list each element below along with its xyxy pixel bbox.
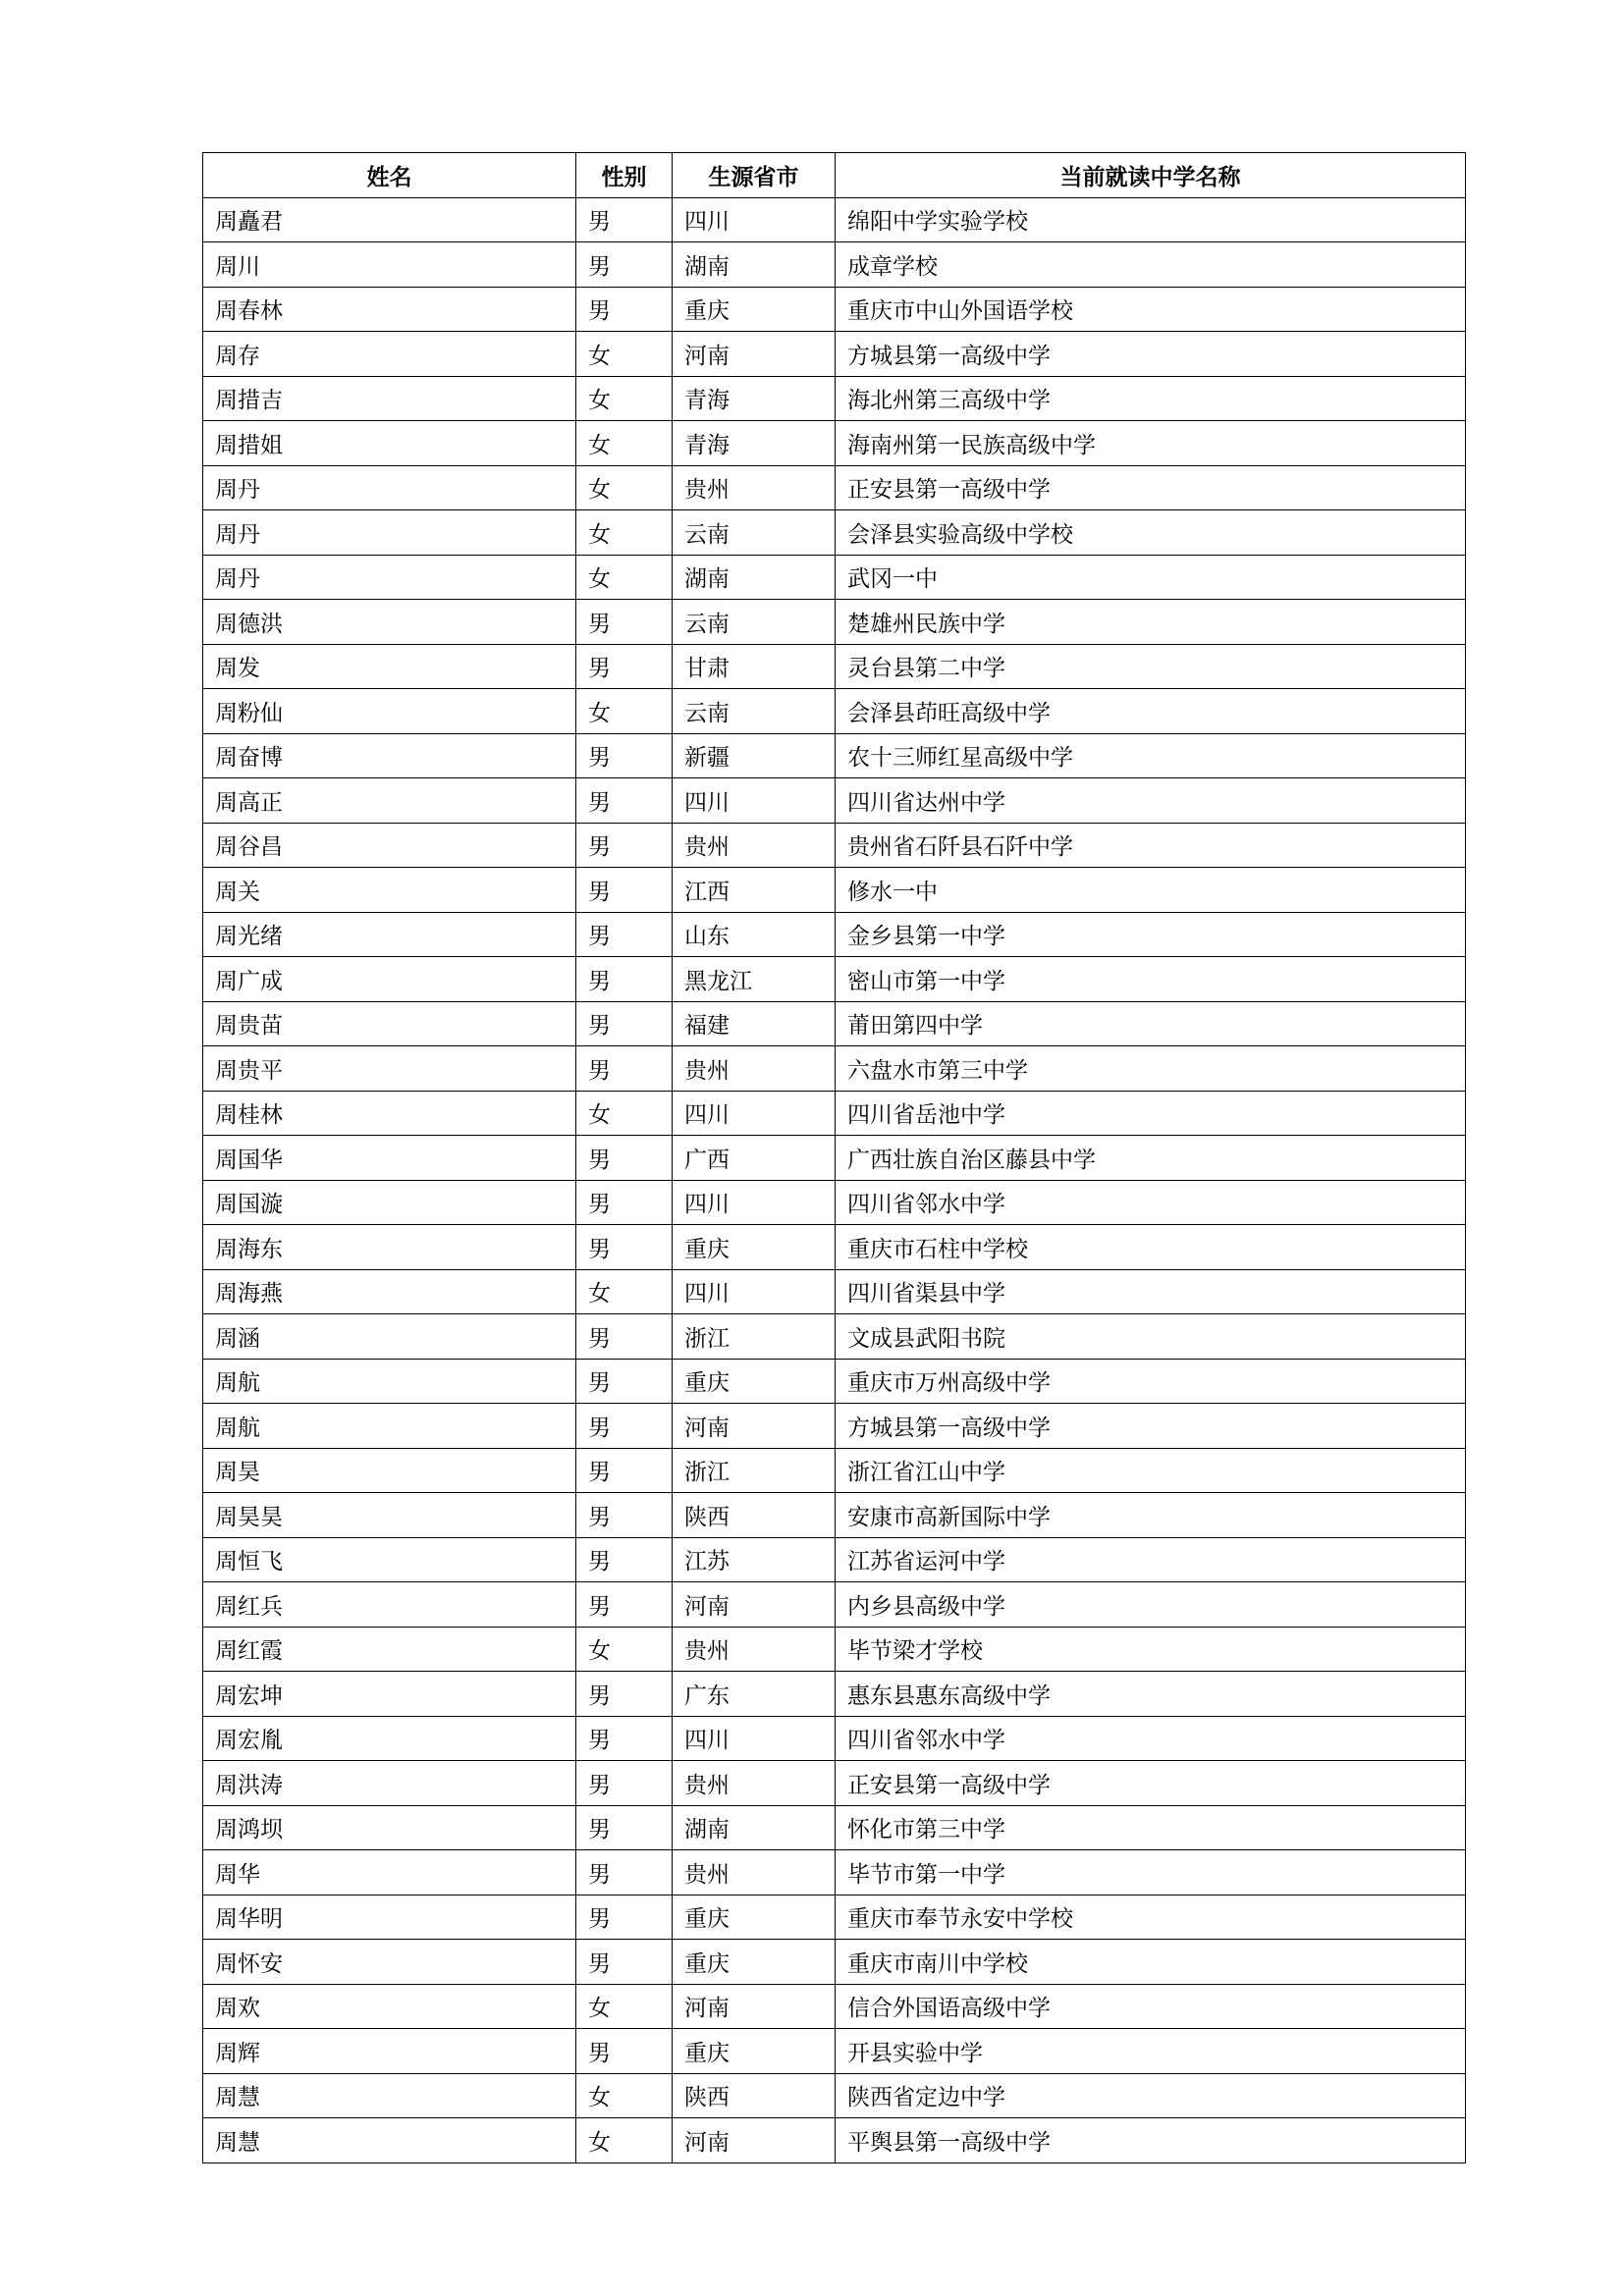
name-cell: 周辉	[203, 2029, 576, 2074]
table-row	[203, 421, 1466, 466]
table-row	[203, 1895, 1466, 1940]
school-cell: 平舆县第一高级中学	[836, 2118, 1466, 2163]
name-cell: 周发	[203, 644, 576, 689]
school-cell: 江苏省运河中学	[836, 1537, 1466, 1582]
gender-cell: 女	[576, 2073, 673, 2118]
table-row	[203, 1136, 1466, 1181]
gender-cell: 男	[576, 1404, 673, 1449]
table-row	[203, 510, 1466, 556]
province-cell: 重庆	[673, 1895, 836, 1940]
name-cell: 周慧	[203, 2118, 576, 2163]
name-cell: 周奋博	[203, 733, 576, 778]
table-row	[203, 1940, 1466, 1985]
table-row	[203, 2073, 1466, 2118]
school-cell: 会泽县实验高级中学校	[836, 510, 1466, 556]
table-row	[203, 868, 1466, 913]
school-cell: 毕节梁才学校	[836, 1627, 1466, 1672]
school-cell: 重庆市奉节永安中学校	[836, 1895, 1466, 1940]
name-cell: 周涵	[203, 1314, 576, 1360]
province-cell: 四川	[673, 1716, 836, 1761]
table-row	[203, 1850, 1466, 1896]
school-cell: 重庆市石柱中学校	[836, 1225, 1466, 1270]
province-cell: 云南	[673, 510, 836, 556]
gender-cell: 男	[576, 1716, 673, 1761]
name-cell: 周海燕	[203, 1269, 576, 1314]
school-cell: 灵台县第二中学	[836, 644, 1466, 689]
province-cell: 江苏	[673, 1537, 836, 1582]
name-cell: 周航	[203, 1359, 576, 1404]
name-cell: 周慧	[203, 2073, 576, 2118]
gender-cell: 女	[576, 510, 673, 556]
table-row	[203, 1180, 1466, 1225]
gender-cell: 男	[576, 912, 673, 957]
table-row	[203, 1046, 1466, 1092]
province-cell: 贵州	[673, 1850, 836, 1896]
name-cell: 周德洪	[203, 600, 576, 645]
province-cell: 重庆	[673, 287, 836, 332]
school-cell: 四川省邻水中学	[836, 1716, 1466, 1761]
table-row	[203, 1091, 1466, 1136]
province-cell: 黑龙江	[673, 957, 836, 1002]
table-row	[203, 332, 1466, 377]
name-cell: 周关	[203, 868, 576, 913]
school-cell: 海南州第一民族高级中学	[836, 421, 1466, 466]
header-gender: 性别	[576, 153, 673, 198]
gender-cell: 女	[576, 1091, 673, 1136]
province-cell: 四川	[673, 778, 836, 824]
school-cell: 楚雄州民族中学	[836, 600, 1466, 645]
province-cell: 青海	[673, 421, 836, 466]
table-row	[203, 2118, 1466, 2163]
province-cell: 云南	[673, 689, 836, 734]
school-cell: 惠东县惠东高级中学	[836, 1672, 1466, 1717]
table-row	[203, 1359, 1466, 1404]
province-cell: 河南	[673, 1984, 836, 2029]
table-row	[203, 1761, 1466, 1806]
table-row	[203, 912, 1466, 957]
province-cell: 四川	[673, 197, 836, 242]
table-row	[203, 689, 1466, 734]
gender-cell: 女	[576, 465, 673, 510]
gender-cell: 男	[576, 1136, 673, 1181]
school-cell: 信合外国语高级中学	[836, 1984, 1466, 2029]
school-cell: 四川省邻水中学	[836, 1180, 1466, 1225]
school-cell: 文成县武阳书院	[836, 1314, 1466, 1360]
province-cell: 陕西	[673, 1493, 836, 1538]
table-row	[203, 957, 1466, 1002]
name-cell: 周桂林	[203, 1091, 576, 1136]
school-cell: 四川省达州中学	[836, 778, 1466, 824]
school-cell: 内乡县高级中学	[836, 1582, 1466, 1628]
gender-cell: 男	[576, 1359, 673, 1404]
table-row	[203, 287, 1466, 332]
gender-cell: 男	[576, 600, 673, 645]
province-cell: 四川	[673, 1180, 836, 1225]
table-row	[203, 376, 1466, 421]
name-cell: 周存	[203, 332, 576, 377]
province-cell: 四川	[673, 1269, 836, 1314]
gender-cell: 男	[576, 1895, 673, 1940]
table-row	[203, 465, 1466, 510]
name-cell: 周高正	[203, 778, 576, 824]
name-cell: 周措吉	[203, 376, 576, 421]
school-cell: 陕西省定边中学	[836, 2073, 1466, 2118]
province-cell: 四川	[673, 1091, 836, 1136]
gender-cell: 男	[576, 1761, 673, 1806]
school-cell: 方城县第一高级中学	[836, 1404, 1466, 1449]
gender-cell: 男	[576, 1448, 673, 1493]
school-cell: 重庆市万州高级中学	[836, 1359, 1466, 1404]
school-cell: 金乡县第一中学	[836, 912, 1466, 957]
province-cell: 河南	[673, 1404, 836, 1449]
name-cell: 周丹	[203, 555, 576, 600]
name-cell: 周鸿坝	[203, 1805, 576, 1850]
table-row	[203, 778, 1466, 824]
gender-cell: 男	[576, 1805, 673, 1850]
gender-cell: 男	[576, 1180, 673, 1225]
school-cell: 怀化市第三中学	[836, 1805, 1466, 1850]
header-school: 当前就读中学名称	[836, 153, 1466, 198]
name-cell: 周广成	[203, 957, 576, 1002]
name-cell: 周措姐	[203, 421, 576, 466]
name-cell: 周航	[203, 1404, 576, 1449]
table-row	[203, 1493, 1466, 1538]
table-row	[203, 1716, 1466, 1761]
gender-cell: 男	[576, 1314, 673, 1360]
gender-cell: 女	[576, 1627, 673, 1672]
province-cell: 陕西	[673, 2073, 836, 2118]
table-row	[203, 1537, 1466, 1582]
province-cell: 河南	[673, 332, 836, 377]
province-cell: 贵州	[673, 1046, 836, 1092]
name-cell: 周昊	[203, 1448, 576, 1493]
gender-cell: 男	[576, 1582, 673, 1628]
gender-cell: 男	[576, 1537, 673, 1582]
table-row	[203, 1672, 1466, 1717]
province-cell: 重庆	[673, 2029, 836, 2074]
province-cell: 浙江	[673, 1448, 836, 1493]
gender-cell: 男	[576, 823, 673, 868]
gender-cell: 女	[576, 421, 673, 466]
name-cell: 周矗君	[203, 197, 576, 242]
gender-cell: 男	[576, 287, 673, 332]
province-cell: 福建	[673, 1001, 836, 1046]
school-cell: 正安县第一高级中学	[836, 1761, 1466, 1806]
name-cell: 周贵平	[203, 1046, 576, 1092]
table-row	[203, 242, 1466, 288]
table-row	[203, 1582, 1466, 1628]
school-cell: 方城县第一高级中学	[836, 332, 1466, 377]
gender-cell: 女	[576, 1269, 673, 1314]
province-cell: 贵州	[673, 1627, 836, 1672]
gender-cell: 男	[576, 1672, 673, 1717]
name-cell: 周春林	[203, 287, 576, 332]
school-cell: 农十三师红星高级中学	[836, 733, 1466, 778]
province-cell: 青海	[673, 376, 836, 421]
name-cell: 周洪涛	[203, 1761, 576, 1806]
name-cell: 周光绪	[203, 912, 576, 957]
gender-cell: 女	[576, 1984, 673, 2029]
name-cell: 周华明	[203, 1895, 576, 1940]
table-row	[203, 644, 1466, 689]
school-cell: 开县实验中学	[836, 2029, 1466, 2074]
name-cell: 周欢	[203, 1984, 576, 2029]
province-cell: 重庆	[673, 1940, 836, 1985]
name-cell: 周红霞	[203, 1627, 576, 1672]
school-cell: 成章学校	[836, 242, 1466, 288]
province-cell: 新疆	[673, 733, 836, 778]
province-cell: 贵州	[673, 465, 836, 510]
name-cell: 周川	[203, 242, 576, 288]
gender-cell: 男	[576, 2029, 673, 2074]
school-cell: 修水一中	[836, 868, 1466, 913]
table-row	[203, 555, 1466, 600]
gender-cell: 男	[576, 242, 673, 288]
gender-cell: 男	[576, 644, 673, 689]
gender-cell: 男	[576, 197, 673, 242]
gender-cell: 女	[576, 555, 673, 600]
school-cell: 海北州第三高级中学	[836, 376, 1466, 421]
name-cell: 周宏坤	[203, 1672, 576, 1717]
gender-cell: 男	[576, 957, 673, 1002]
school-cell: 安康市高新国际中学	[836, 1493, 1466, 1538]
school-cell: 四川省渠县中学	[836, 1269, 1466, 1314]
province-cell: 山东	[673, 912, 836, 957]
name-cell: 周华	[203, 1850, 576, 1896]
gender-cell: 男	[576, 1001, 673, 1046]
table-row	[203, 197, 1466, 242]
gender-cell: 女	[576, 376, 673, 421]
province-cell: 贵州	[673, 1761, 836, 1806]
school-cell: 武冈一中	[836, 555, 1466, 600]
province-cell: 重庆	[673, 1359, 836, 1404]
school-cell: 六盘水市第三中学	[836, 1046, 1466, 1092]
school-cell: 四川省岳池中学	[836, 1091, 1466, 1136]
school-cell: 浙江省江山中学	[836, 1448, 1466, 1493]
name-cell: 周国华	[203, 1136, 576, 1181]
school-cell: 广西壮族自治区藤县中学	[836, 1136, 1466, 1181]
name-cell: 周昊昊	[203, 1493, 576, 1538]
table-row	[203, 1805, 1466, 1850]
name-cell: 周粉仙	[203, 689, 576, 734]
table-row	[203, 733, 1466, 778]
table-row	[203, 1448, 1466, 1493]
province-cell: 河南	[673, 2118, 836, 2163]
gender-cell: 男	[576, 778, 673, 824]
province-cell: 广东	[673, 1672, 836, 1717]
school-cell: 重庆市南川中学校	[836, 1940, 1466, 1985]
roster-table-container	[202, 152, 1465, 2163]
table-row	[203, 1627, 1466, 1672]
province-cell: 贵州	[673, 823, 836, 868]
school-cell: 莆田第四中学	[836, 1001, 1466, 1046]
province-cell: 甘肃	[673, 644, 836, 689]
gender-cell: 男	[576, 1850, 673, 1896]
province-cell: 湖南	[673, 242, 836, 288]
header-province: 生源省市	[673, 153, 836, 198]
school-cell: 会泽县茚旺高级中学	[836, 689, 1466, 734]
name-cell: 周宏胤	[203, 1716, 576, 1761]
school-cell: 重庆市中山外国语学校	[836, 287, 1466, 332]
table-row	[203, 823, 1466, 868]
name-cell: 周红兵	[203, 1582, 576, 1628]
name-cell: 周国漩	[203, 1180, 576, 1225]
gender-cell: 女	[576, 2118, 673, 2163]
table-row	[203, 1314, 1466, 1360]
name-cell: 周恒飞	[203, 1537, 576, 1582]
gender-cell: 女	[576, 689, 673, 734]
province-cell: 浙江	[673, 1314, 836, 1360]
province-cell: 湖南	[673, 1805, 836, 1850]
table-row	[203, 1225, 1466, 1270]
gender-cell: 男	[576, 1225, 673, 1270]
gender-cell: 男	[576, 1493, 673, 1538]
gender-cell: 女	[576, 332, 673, 377]
name-cell: 周贵苗	[203, 1001, 576, 1046]
school-cell: 贵州省石阡县石阡中学	[836, 823, 1466, 868]
school-cell: 毕节市第一中学	[836, 1850, 1466, 1896]
province-cell: 江西	[673, 868, 836, 913]
gender-cell: 男	[576, 1940, 673, 1985]
name-cell: 周怀安	[203, 1940, 576, 1985]
header-name: 姓名	[203, 153, 576, 198]
name-cell: 周海东	[203, 1225, 576, 1270]
student-roster-table	[202, 152, 1466, 2163]
name-cell: 周丹	[203, 510, 576, 556]
gender-cell: 男	[576, 733, 673, 778]
school-cell: 正安县第一高级中学	[836, 465, 1466, 510]
table-row	[203, 1269, 1466, 1314]
province-cell: 湖南	[673, 555, 836, 600]
province-cell: 云南	[673, 600, 836, 645]
table-row	[203, 1984, 1466, 2029]
name-cell: 周谷昌	[203, 823, 576, 868]
table-row	[203, 2029, 1466, 2074]
province-cell: 河南	[673, 1582, 836, 1628]
school-cell: 绵阳中学实验学校	[836, 197, 1466, 242]
gender-cell: 男	[576, 868, 673, 913]
province-cell: 重庆	[673, 1225, 836, 1270]
table-row	[203, 1001, 1466, 1046]
province-cell: 广西	[673, 1136, 836, 1181]
name-cell: 周丹	[203, 465, 576, 510]
table-row	[203, 600, 1466, 645]
table-row	[203, 1404, 1466, 1449]
header-row	[203, 153, 1466, 198]
gender-cell: 男	[576, 1046, 673, 1092]
school-cell: 密山市第一中学	[836, 957, 1466, 1002]
